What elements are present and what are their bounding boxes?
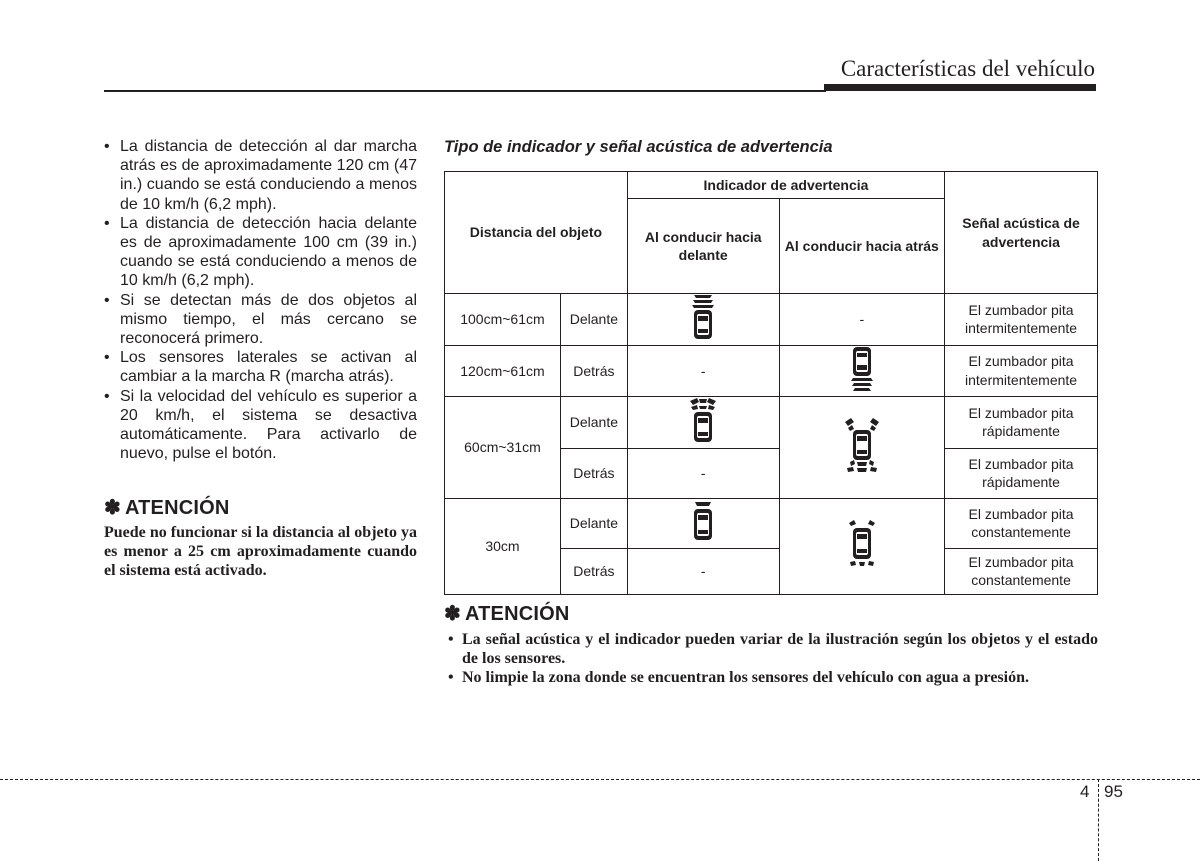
chapter-number: 4 bbox=[1080, 782, 1090, 801]
table-row bbox=[445, 345, 1098, 397]
list-item: • Si la velocidad del vehículo es superior a 20 km/h, el sistema se desactiva automáticamente. Para activarlo de nuevo, pulse el botón. bbox=[104, 387, 417, 464]
attention-heading bbox=[444, 601, 1098, 626]
reverse-cell bbox=[779, 397, 945, 499]
table-caption: Tipo de indicador y señal acústica de advertencia bbox=[444, 138, 833, 156]
direction-cell: Detrás bbox=[560, 448, 627, 498]
header-rule-accent bbox=[824, 84, 1096, 91]
sound-cell: El zumbador pita constantemente bbox=[945, 498, 1098, 548]
header-reverse: Al conducir hacia atrás bbox=[779, 199, 945, 294]
footer-divider bbox=[1098, 779, 1099, 861]
sound-cell: El zumbador pita intermitentemente bbox=[945, 294, 1098, 346]
car-front-sensors-2-icon bbox=[688, 397, 718, 443]
warning-table bbox=[444, 171, 1098, 595]
attention-star-icon: ✽ bbox=[444, 603, 461, 625]
sound-cell: El zumbador pita rápidamente bbox=[945, 397, 1098, 449]
attention-heading bbox=[104, 495, 417, 520]
attention-block-2 bbox=[444, 601, 1098, 687]
car-all-sensors-2-icon bbox=[842, 416, 882, 474]
sound-cell: El zumbador pita intermitentemente bbox=[945, 345, 1098, 397]
direction-cell: Detrás bbox=[560, 548, 627, 594]
table-row bbox=[445, 294, 1098, 346]
distance-cell: 60cm~31cm bbox=[445, 397, 561, 499]
forward-cell bbox=[627, 498, 779, 548]
forward-cell bbox=[627, 294, 779, 346]
attention-star-icon: ✽ bbox=[104, 497, 121, 520]
direction-cell: Detrás bbox=[560, 345, 627, 397]
list-item: • No limpie la zona donde se encuentran los sensores del vehículo con agua a presión. bbox=[444, 668, 1098, 687]
table-row bbox=[445, 498, 1098, 548]
table-row bbox=[445, 397, 1098, 449]
reverse-cell bbox=[779, 498, 945, 594]
attention-title: ATENCIÓN bbox=[124, 497, 230, 520]
forward-cell bbox=[627, 397, 779, 449]
attention-text: Puede no funcionar si la distancia al objeto ya es menor a 25 cm aproximadamente cuando el sistema está activado. bbox=[104, 524, 417, 580]
header-rule bbox=[104, 90, 826, 92]
footer-rule bbox=[0, 779, 1200, 780]
header-sound: Señal acústica de advertencia bbox=[945, 172, 1098, 294]
list-item: • La distancia de detección al dar marcha atrás es de aproximadamente 120 cm (47 in.) cuando se está conduciendo a menos de 10 km/h (6,2 mph). bbox=[104, 137, 417, 214]
distance-cell: 120cm~61cm bbox=[445, 345, 561, 397]
sound-cell: El zumbador pita rápidamente bbox=[945, 448, 1098, 498]
header-distance: Distancia del objeto bbox=[445, 172, 628, 294]
detection-notes-list bbox=[104, 137, 417, 463]
header-indicator: Indicador de advertencia bbox=[627, 172, 944, 199]
list-item: • Si se detectan más de dos objetos al mismo tiempo, el más cercano se reconocerá primero. bbox=[104, 291, 417, 349]
sound-cell: El zumbador pita constantemente bbox=[945, 548, 1098, 594]
distance-cell: 30cm bbox=[445, 498, 561, 594]
table-row bbox=[445, 172, 1098, 199]
page-header-title: Características del vehículo bbox=[840, 56, 1095, 81]
car-rear-sensors-3-icon bbox=[848, 346, 876, 392]
car-front-sensors-1-icon bbox=[689, 501, 717, 541]
header-forward: Al conducir hacia delante bbox=[627, 199, 779, 294]
forward-cell: - bbox=[627, 448, 779, 498]
page-number: 95 bbox=[1104, 782, 1123, 801]
attention-list bbox=[444, 630, 1098, 687]
car-all-sensors-1-icon bbox=[846, 519, 878, 569]
forward-cell: - bbox=[627, 548, 779, 594]
direction-cell: Delante bbox=[560, 294, 627, 346]
attention-title: ATENCIÓN bbox=[464, 603, 570, 625]
reverse-cell bbox=[779, 345, 945, 397]
forward-cell: - bbox=[627, 345, 779, 397]
list-item: • La señal acústica y el indicador pueden variar de la ilustración según los objetos y el estado de los sensores. bbox=[444, 630, 1098, 668]
list-item: • La distancia de detección hacia delante es de aproximadamente 100 cm (39 in.) cuando se está conduciendo a menos de 10 km/h (6,2 mph). bbox=[104, 214, 417, 291]
direction-cell: Delante bbox=[560, 498, 627, 548]
direction-cell: Delante bbox=[560, 397, 627, 449]
list-item: • Los sensores laterales se activan al cambiar a la marcha R (marcha atrás). bbox=[104, 348, 417, 386]
reverse-cell: - bbox=[779, 294, 945, 346]
distance-cell: 100cm~61cm bbox=[445, 294, 561, 346]
car-front-sensors-3-icon bbox=[689, 294, 717, 340]
left-column bbox=[104, 137, 417, 580]
